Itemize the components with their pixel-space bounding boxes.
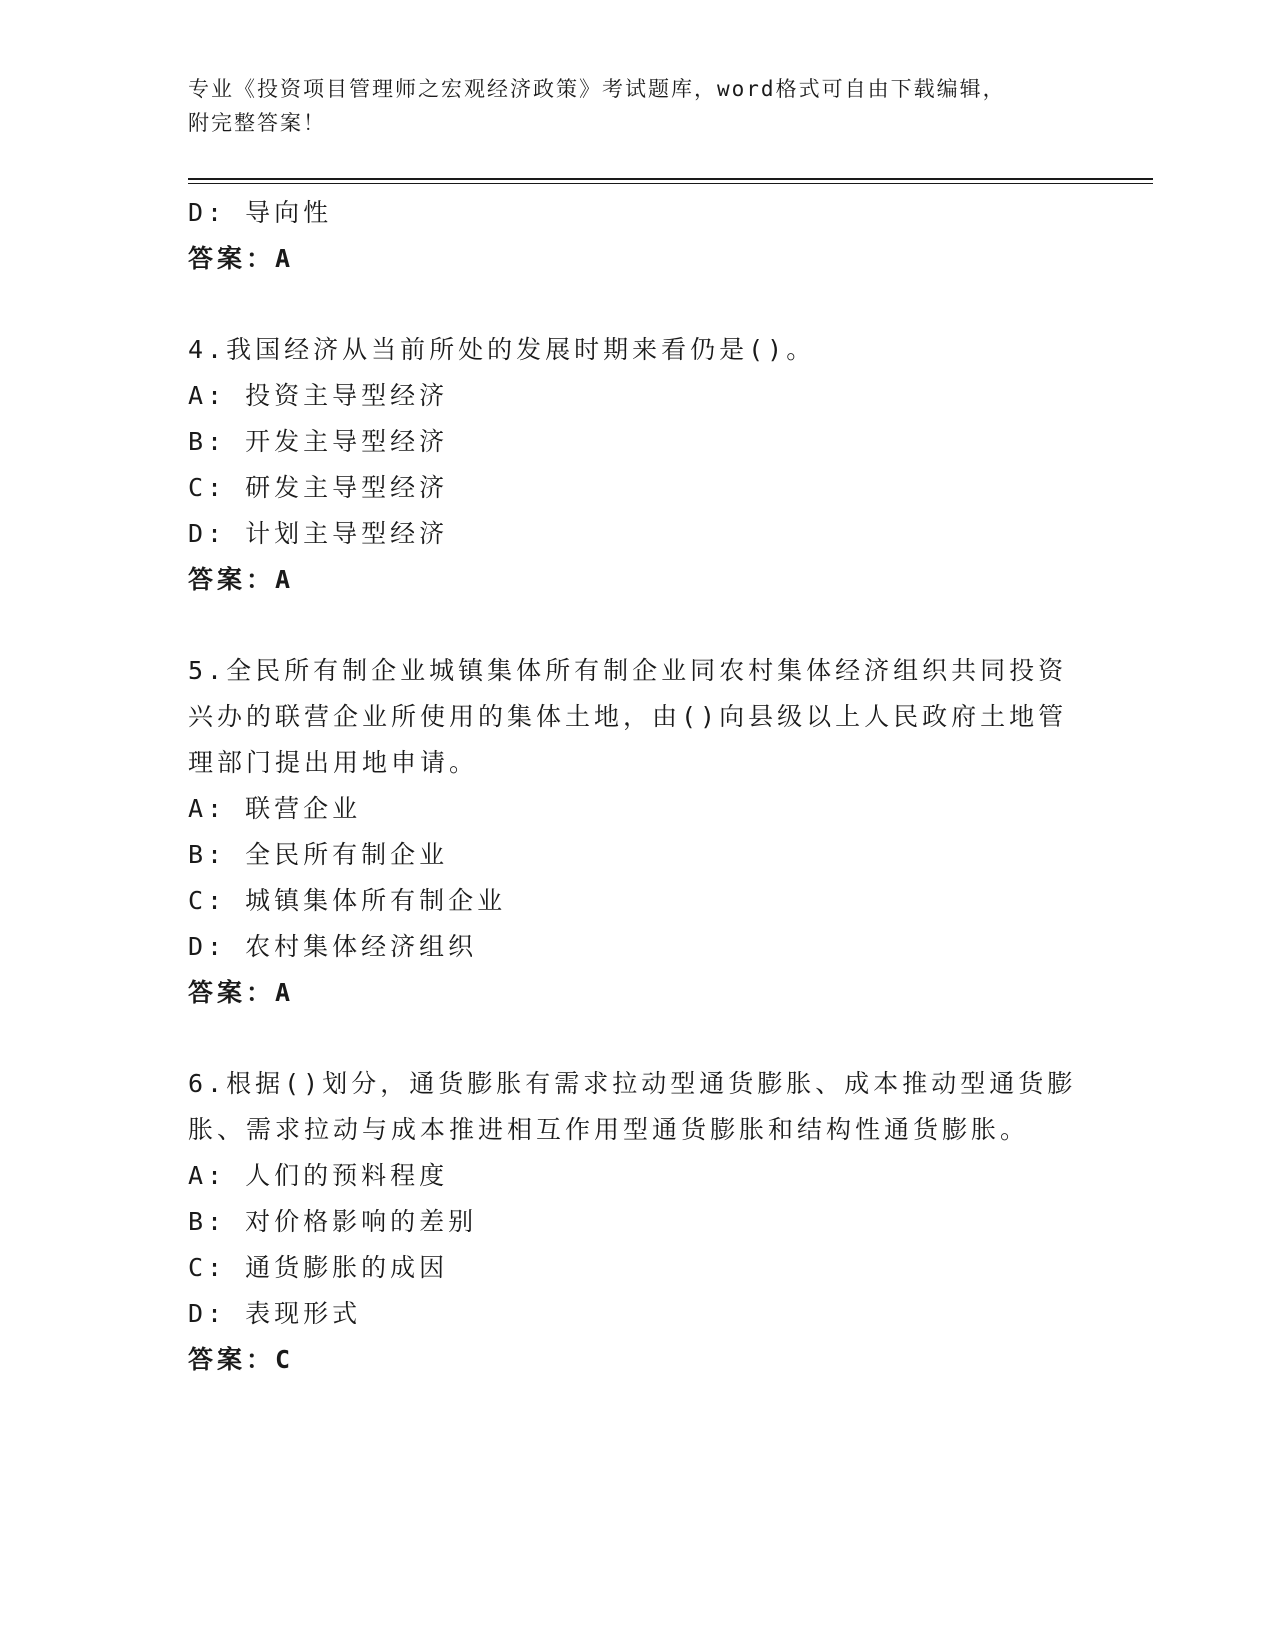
answer: 答案：A: [188, 244, 295, 273]
header-line-2: 附完整答案！: [188, 111, 326, 135]
question-text: 4.我国经济从当前所处的发展时期来看仍是()。: [188, 335, 816, 364]
option-c: C: 研发主导型经济: [188, 473, 449, 502]
answer: 答案：A: [188, 978, 295, 1007]
option-b: B: 开发主导型经济: [188, 427, 449, 456]
option-d: D: 表现形式: [188, 1299, 362, 1328]
option-a: A: 联营企业: [188, 794, 362, 823]
question-text: 理部门提出用地申请。: [188, 748, 479, 777]
question-list: [188, 190, 1088, 1383]
question-text: 6.根据()划分，通货膨胀有需求拉动型通货膨胀、成本推动型通货膨: [188, 1069, 1077, 1098]
question-4: [188, 327, 1088, 603]
question-text: 胀、需求拉动与成本推进相互作用型通货膨胀和结构性通货膨胀。: [188, 1115, 1030, 1144]
answer: 答案：C: [188, 1345, 295, 1374]
option-a: A: 人们的预料程度: [188, 1161, 449, 1190]
question-6: [188, 1061, 1088, 1383]
option-a: A: 投资主导型经济: [188, 381, 449, 410]
option-b: B: 对价格影响的差别: [188, 1207, 478, 1236]
question-3-tail: [188, 190, 1088, 282]
document-header: [188, 72, 1088, 140]
header-divider-thin: [188, 183, 1153, 184]
header-divider-thick: [188, 178, 1153, 180]
option-d: D: 导向性: [188, 198, 333, 227]
header-line-1: 专业《投资项目管理师之宏观经济政策》考试题库，word格式可自由下载编辑，: [188, 77, 1006, 101]
question-text: 5.全民所有制企业城镇集体所有制企业同农村集体经济组织共同投资: [188, 656, 1068, 685]
option-c: C: 通货膨胀的成因: [188, 1253, 449, 1282]
option-d: D: 计划主导型经济: [188, 519, 449, 548]
answer: 答案：A: [188, 565, 295, 594]
option-d: D: 农村集体经济组织: [188, 932, 478, 961]
question-5: [188, 648, 1088, 1016]
option-b: B: 全民所有制企业: [188, 840, 449, 869]
question-text: 兴办的联营企业所使用的集体土地，由()向县级以上人民政府土地管: [188, 702, 1068, 731]
option-c: C: 城镇集体所有制企业: [188, 886, 507, 915]
